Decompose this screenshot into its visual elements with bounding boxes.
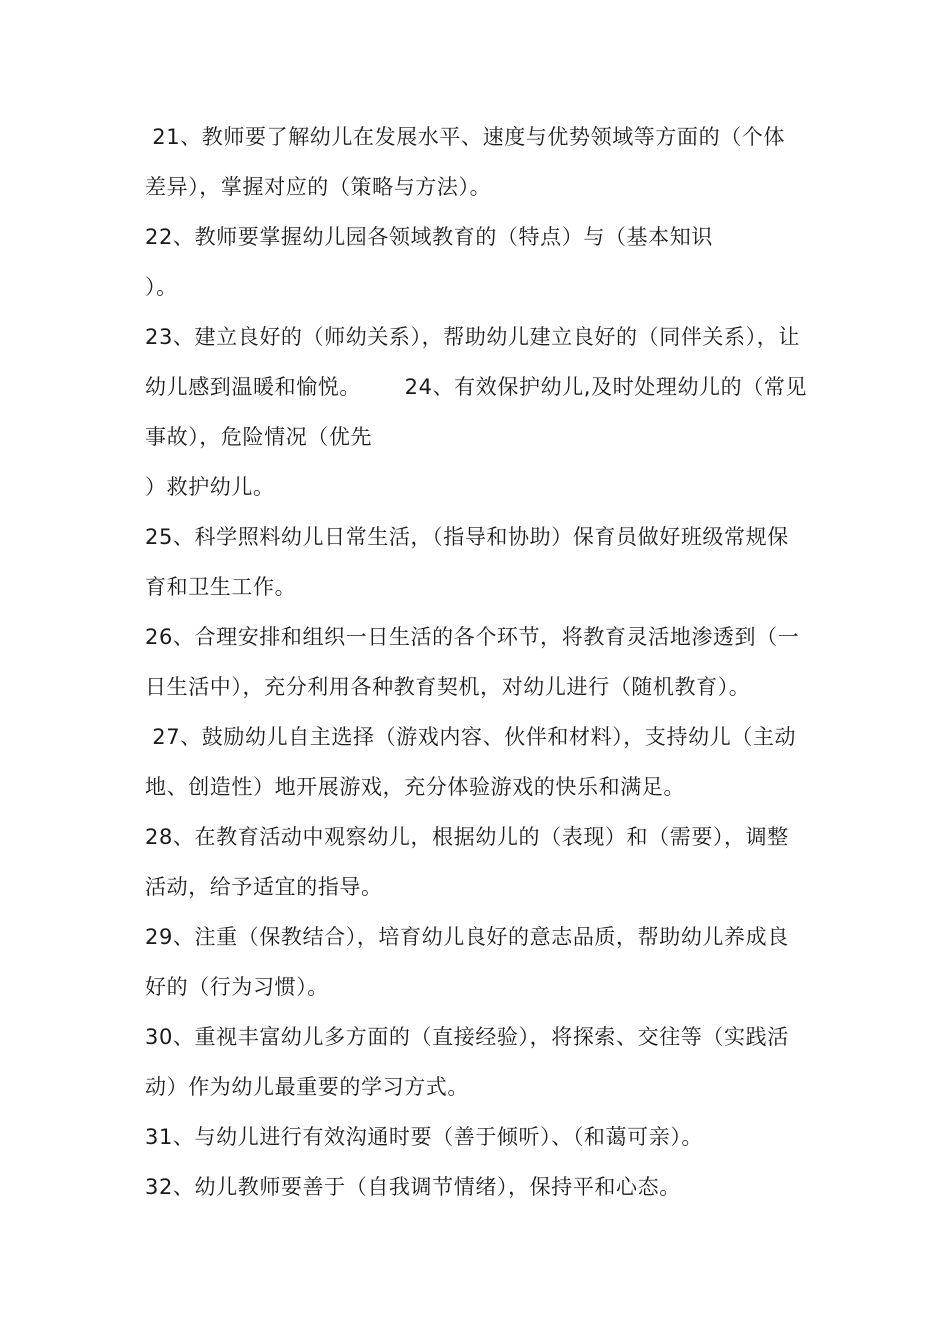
text-line: 25、科学照料幼儿日常生活，（指导和协助）保育员做好班级常规保 bbox=[145, 525, 789, 549]
text-line: 地、创造性）地开展游戏，充分体验游戏的快乐和满足。 bbox=[145, 775, 685, 799]
text-line: 育和卫生工作。 bbox=[145, 575, 297, 599]
text-line: 32、幼儿教师要善于（自我调节情绪），保持平和心态。 bbox=[145, 1175, 681, 1199]
text-line: 日生活中），充分利用各种教育契机，对幼儿进行（随机教育）。 bbox=[145, 675, 751, 699]
text-line: 27、鼓励幼儿自主选择（游戏内容、伙伴和材料），支持幼儿（主动 bbox=[145, 725, 797, 749]
text-line: 28、在教育活动中观察幼儿，根据幼儿的（表现）和（需要），调整 bbox=[145, 825, 789, 849]
text-line: 差异），掌握对应的（策略与方法）。 bbox=[145, 175, 492, 199]
text-line: 29、注重（保教结合），培育幼儿良好的意志品质，帮助幼儿养成良 bbox=[145, 925, 789, 949]
text-line: 幼儿感到温暖和愉悦。 24、有效保护幼儿,及时处理幼儿的（常见 bbox=[145, 375, 808, 399]
text-line: 23、建立良好的（师幼关系），帮助幼儿建立良好的（同伴关系），让 bbox=[145, 325, 800, 349]
text-line: ）救护幼儿。 bbox=[145, 475, 275, 499]
text-line: ）。 bbox=[145, 275, 178, 299]
text-line: 30、重视丰富幼儿多方面的（直接经验），将探索、交往等（实践活 bbox=[145, 1025, 789, 1049]
text-line: 26、合理安排和组织一日生活的各个环节，将教育灵活地渗透到（一 bbox=[145, 625, 800, 649]
text-line: 22、教师要掌握幼儿园各领域教育的（特点）与（基本知识 bbox=[145, 225, 713, 249]
text-line: 31、与幼儿进行有效沟通时要（善于倾听）、（和蔼可亲）。 bbox=[145, 1125, 704, 1149]
text-line: 21、教师要了解幼儿在发展水平、速度与优势领域等方面的（个体 bbox=[145, 125, 785, 149]
text-line: 事故），危险情况（优先 bbox=[145, 425, 373, 449]
text-line: 活动，给予适宜的指导。 bbox=[145, 875, 383, 899]
text-line: 动）作为幼儿最重要的学习方式。 bbox=[145, 1075, 469, 1099]
text-line: 好的（行为习惯）。 bbox=[145, 975, 329, 999]
